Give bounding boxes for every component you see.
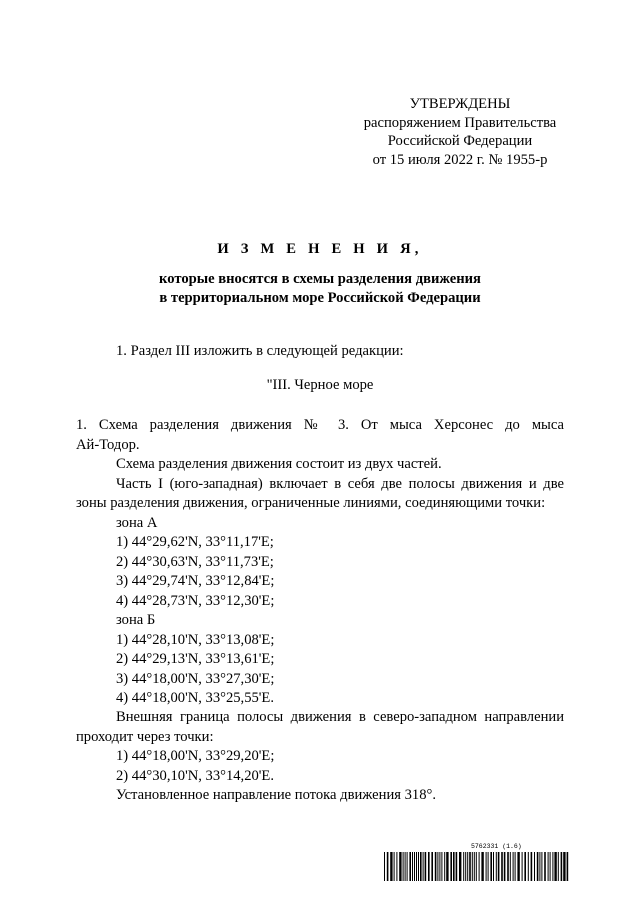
coordinate-point: 4) 44°18,00'N, 33°25,55'E. <box>116 690 274 706</box>
coordinate-point: 3) 44°18,00'N, 33°27,30'E; <box>116 671 275 687</box>
barcode-image <box>383 852 571 881</box>
approval-line: распоряжением Правительства <box>363 114 557 131</box>
approval-block <box>340 95 580 169</box>
barcode-bar <box>476 852 477 881</box>
document-subtitle <box>0 270 640 307</box>
zone-a-label: зона А <box>116 515 158 531</box>
section-heading: "III. Черное море <box>266 377 374 393</box>
barcode-bar <box>558 852 559 881</box>
barcode-bar <box>384 852 385 881</box>
barcode-bar <box>554 852 556 881</box>
barcode-bar <box>450 852 452 881</box>
barcode-bar <box>541 852 542 881</box>
barcode-bar <box>472 852 473 881</box>
paragraph-line: зоны разделения движения, ограниченные линиями, соединяющими точки: <box>76 495 546 511</box>
paragraph-line: проходит через точки: <box>76 729 214 745</box>
barcode-bar <box>423 852 424 881</box>
coordinate-point: 3) 44°29,74'N, 33°12,84'E; <box>116 573 275 589</box>
coordinate-point: 2) 44°30,63'N, 33°11,73'E; <box>116 554 274 570</box>
barcode-bar <box>567 852 569 881</box>
barcode-bar <box>504 852 506 881</box>
barcode-bar <box>467 852 468 881</box>
barcode-bar <box>431 852 433 881</box>
paragraph-line: Ай-Тодор. <box>76 437 140 453</box>
barcode-bar <box>441 852 442 881</box>
barcode-bar <box>561 852 563 881</box>
paragraph-line: Установленное направление потока движения 318°. <box>116 787 436 803</box>
item-1-text: 1. Раздел III изложить в следующей редакции: <box>116 343 404 359</box>
barcode-bar <box>539 852 540 881</box>
barcode-bar <box>469 852 471 881</box>
barcode-bar <box>496 852 497 881</box>
barcode-bar <box>409 852 411 881</box>
barcode-bar <box>479 852 480 881</box>
barcode-bar <box>425 852 427 881</box>
barcode-bar <box>474 852 475 881</box>
barcode-bar <box>428 852 430 881</box>
coordinate-point: 1) 44°28,10'N, 33°13,08'E; <box>116 632 275 648</box>
barcode-bar <box>394 852 395 881</box>
barcode-bar <box>414 852 415 881</box>
barcode-bar <box>396 852 397 881</box>
barcode-number: 5762331 (1.6) <box>471 843 522 850</box>
barcode-bar <box>522 852 523 881</box>
barcode-bar <box>418 852 419 881</box>
barcode-bar <box>563 852 565 881</box>
paragraph-line: Схема разделения движения состоит из двух частей. <box>116 456 442 472</box>
barcode-bar <box>515 852 516 881</box>
barcode-bar <box>465 852 466 881</box>
barcode-bar <box>531 852 533 881</box>
barcode-bar <box>528 852 529 881</box>
coordinate-point: 1) 44°18,00'N, 33°29,20'E; <box>116 748 275 764</box>
barcode-bar <box>490 852 492 881</box>
barcode-bar <box>463 852 464 881</box>
coordinate-point: 2) 44°29,13'N, 33°13,61'E; <box>116 651 275 667</box>
approval-heading: УТВЕРЖДЕНЫ <box>409 96 511 112</box>
subtitle-line: в территориальном море Российской Федерации <box>159 289 481 306</box>
barcode-bar <box>453 852 455 881</box>
barcode-bar <box>403 852 404 881</box>
approval-line: Российской Федерации <box>387 133 533 149</box>
barcode-bar <box>437 852 438 881</box>
barcode-bar <box>416 852 417 881</box>
barcode-bar <box>507 852 509 881</box>
coordinate-point: 2) 44°30,10'N, 33°14,20'E. <box>116 768 274 784</box>
barcode-bar <box>524 852 526 881</box>
barcode-bar <box>501 852 503 881</box>
barcode-bar <box>550 852 551 881</box>
zone-b-label: зона Б <box>116 612 156 628</box>
barcode-bar <box>486 852 487 881</box>
barcode-bar <box>387 852 389 881</box>
barcode-bar <box>544 852 546 881</box>
barcode-bar <box>537 852 539 881</box>
barcode-bar <box>446 852 448 881</box>
barcode-bar <box>407 852 408 881</box>
barcode-bar <box>493 852 494 881</box>
barcode-bar <box>412 852 413 881</box>
barcode-bar <box>513 852 514 881</box>
paragraph-line: Внешняя граница полосы движения в северо-западном направлении <box>116 709 564 725</box>
barcode-bar <box>517 852 519 881</box>
barcode-bar <box>420 852 422 881</box>
document-title: И З М Е Н Е Н И Я, <box>217 241 423 257</box>
subtitle-line: которые вносятся в схемы разделения движения <box>159 271 481 287</box>
barcode-bar <box>439 852 440 881</box>
barcode-bar <box>534 852 535 881</box>
coordinate-point: 4) 44°28,73'N, 33°12,30'E; <box>116 593 275 609</box>
barcode-bar <box>456 852 458 881</box>
barcode-bar <box>435 852 437 881</box>
barcode-bar <box>510 852 511 881</box>
coordinate-point: 1) 44°29,62'N, 33°11,17'E; <box>116 534 274 550</box>
barcode-bar <box>444 852 445 881</box>
barcode-bar <box>498 852 500 881</box>
barcode-bar <box>552 852 553 881</box>
barcode-bar <box>548 852 549 881</box>
barcode-bar <box>390 852 392 881</box>
barcode-bar <box>488 852 489 881</box>
barcode-bar <box>405 852 406 881</box>
barcode-bar <box>399 852 401 881</box>
barcode-bar <box>481 852 483 881</box>
approval-date-line: от 15 июля 2022 г. № 1955-р <box>372 151 548 168</box>
paragraph-line: 1. Схема разделения движения № 3. От мыса Херсонес до мыса <box>76 417 564 433</box>
paragraph-line: Часть I (юго-западная) включает в себя две полосы движения и две <box>116 476 564 492</box>
barcode-bar <box>459 852 461 881</box>
